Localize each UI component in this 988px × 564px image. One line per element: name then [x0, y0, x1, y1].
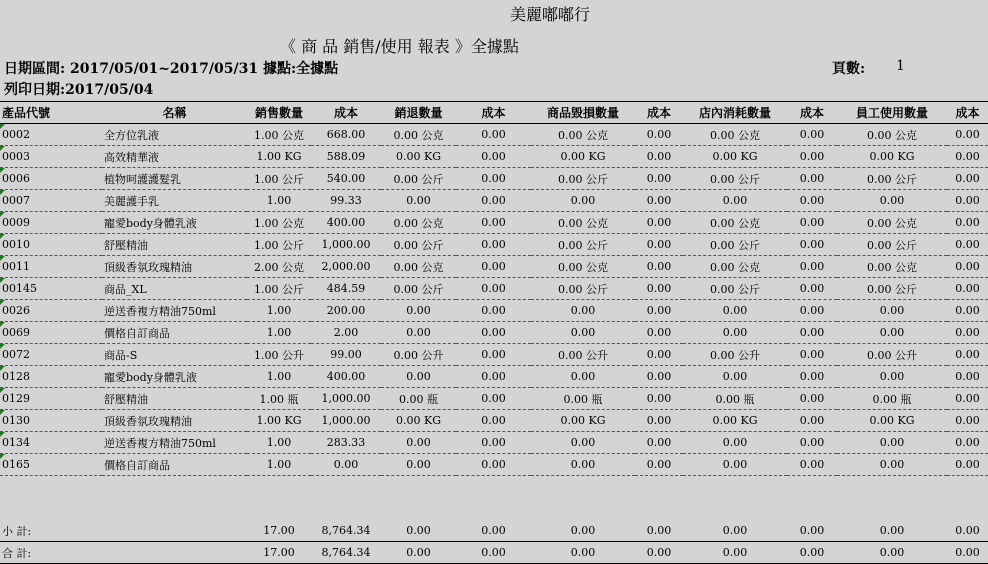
column-header[interactable]: 成本 [456, 102, 531, 124]
table-row[interactable] [0, 454, 988, 476]
table-cell[interactable]: 0.00 公斤 [531, 234, 635, 256]
table-cell[interactable]: 1.00 公斤 [247, 234, 311, 256]
table-cell[interactable]: 商品-S [102, 344, 247, 366]
table-cell[interactable]: 0.00 [947, 190, 988, 212]
table-cell[interactable]: 0.00 [787, 124, 837, 146]
shop-name: 美麗嘟嘟行 [509, 5, 590, 24]
table-cell[interactable]: 0.00 KG [381, 146, 456, 168]
table-cell[interactable]: 0.00 公斤 [837, 278, 947, 300]
table-cell[interactable]: 0.00 [683, 366, 787, 388]
table-cell[interactable]: 668.00 [311, 124, 381, 146]
table-cell[interactable]: 0.00 [837, 190, 947, 212]
table-cell[interactable]: 0.00 公克 [381, 256, 456, 278]
table-cell[interactable]: 0.00 [456, 146, 531, 168]
table-cell[interactable]: 0.00 [456, 190, 531, 212]
empty-cell[interactable] [947, 498, 988, 520]
table-cell[interactable]: 0006 [0, 168, 102, 190]
table-cell[interactable]: 0.00 [456, 124, 531, 146]
table-cell[interactable]: 0.00 [635, 388, 683, 410]
table-cell[interactable]: 0.00 [635, 432, 683, 454]
table-row[interactable] [0, 256, 988, 278]
table-cell[interactable]: 0.00 [456, 542, 531, 564]
table-cell[interactable]: 0.00 [683, 300, 787, 322]
table-cell[interactable]: 1.00 公斤 [247, 168, 311, 190]
table-cell[interactable]: 0.00 [456, 278, 531, 300]
page-number: 1 [896, 58, 905, 74]
table-cell[interactable]: 0.00 公克 [381, 124, 456, 146]
table-cell[interactable]: 0.00 [947, 300, 988, 322]
table-cell[interactable]: 0.00 公斤 [683, 168, 787, 190]
table-cell[interactable]: 0.00 [456, 212, 531, 234]
total-row[interactable] [0, 542, 988, 564]
table-cell[interactable]: 0.00 公斤 [837, 234, 947, 256]
table-cell[interactable]: 0.00 [947, 366, 988, 388]
table-cell[interactable]: 0.00 [787, 190, 837, 212]
table-cell[interactable]: 0.00 [837, 432, 947, 454]
subtotal-row[interactable] [0, 520, 988, 542]
table-cell[interactable]: 0.00 [456, 520, 531, 542]
table-cell[interactable]: 0011 [0, 256, 102, 278]
table-cell[interactable]: 美麗護手乳 [102, 190, 247, 212]
empty-cell[interactable] [381, 498, 456, 520]
table-cell[interactable]: 0.00 [531, 190, 635, 212]
table-cell[interactable]: 1.00 公升 [247, 344, 311, 366]
table-cell[interactable]: 0.00 公斤 [381, 278, 456, 300]
table-cell[interactable]: 8,764.34 [311, 542, 381, 564]
table-cell[interactable]: 0.00 公克 [531, 212, 635, 234]
table-cell[interactable]: 0.00 [635, 366, 683, 388]
table-cell[interactable]: 0.00 [683, 454, 787, 476]
empty-cell[interactable] [102, 498, 247, 520]
table-cell[interactable]: 0.00 公斤 [683, 278, 787, 300]
print-date: 列印日期:2017/05/04 [4, 82, 154, 98]
blank-row [0, 498, 988, 520]
table-cell[interactable]: 0.00 [531, 520, 635, 542]
table-cell[interactable]: 0.00 KG [837, 146, 947, 168]
table-cell[interactable]: 1.00 [247, 432, 311, 454]
table-cell[interactable]: 0.00 [787, 344, 837, 366]
table-cell[interactable]: 0.00 [947, 520, 988, 542]
table-cell[interactable]: 0.00 [456, 234, 531, 256]
table-cell[interactable]: 0129 [0, 388, 102, 410]
table-cell[interactable]: 0.00 [787, 542, 837, 564]
table-cell[interactable]: 0.00 KG [381, 410, 456, 432]
table-cell[interactable]: 200.00 [311, 300, 381, 322]
table-cell[interactable]: 0.00 [947, 542, 988, 564]
table-cell[interactable]: 0.00 公克 [837, 212, 947, 234]
table-cell[interactable]: 商品_XL [102, 278, 247, 300]
table-cell[interactable]: 0.00 [837, 300, 947, 322]
table-cell[interactable]: 1.00 [247, 300, 311, 322]
column-header[interactable]: 商品毀損數量 [531, 102, 635, 124]
table-cell[interactable]: 540.00 [311, 168, 381, 190]
table-cell[interactable]: 0.00 [787, 212, 837, 234]
table-cell[interactable]: 0.00 [381, 322, 456, 344]
table-cell[interactable]: 0.00 KG [837, 410, 947, 432]
table-row[interactable] [0, 124, 988, 146]
table-cell[interactable]: 0.00 [635, 300, 683, 322]
table-cell[interactable]: 0.00 [531, 322, 635, 344]
table-cell[interactable]: 1.00 公克 [247, 124, 311, 146]
table-cell[interactable]: 0130 [0, 410, 102, 432]
table-cell[interactable]: 0.00 [311, 454, 381, 476]
empty-cell[interactable] [837, 476, 947, 498]
table-cell[interactable]: 1.00 瓶 [247, 388, 311, 410]
table-cell[interactable]: 0.00 [635, 124, 683, 146]
table-cell[interactable]: 0.00 [787, 388, 837, 410]
table-cell[interactable]: 0.00 [787, 432, 837, 454]
table-cell[interactable]: 0.00 公斤 [381, 234, 456, 256]
table-cell[interactable]: 0.00 瓶 [381, 388, 456, 410]
table-cell[interactable]: 0.00 [787, 520, 837, 542]
table-cell[interactable]: 0.00 [837, 520, 947, 542]
table-cell[interactable]: 0.00 [635, 278, 683, 300]
table-cell[interactable]: 植物呵護護髮乳 [102, 168, 247, 190]
table-cell[interactable]: 0007 [0, 190, 102, 212]
table-row[interactable] [0, 432, 988, 454]
table-cell[interactable]: 0.00 公克 [837, 124, 947, 146]
table-cell[interactable]: 0.00 [787, 410, 837, 432]
table-cell[interactable]: 2,000.00 [311, 256, 381, 278]
table-cell[interactable]: 逆送香複方精油750ml [102, 432, 247, 454]
table-row[interactable] [0, 278, 988, 300]
table-cell[interactable]: 0.00 [456, 388, 531, 410]
table-cell[interactable]: 0.00 [531, 542, 635, 564]
table-cell[interactable]: 0.00 公克 [683, 212, 787, 234]
table-cell[interactable]: 0.00 [947, 432, 988, 454]
table-cell[interactable]: 0.00 [837, 454, 947, 476]
empty-cell[interactable] [0, 498, 102, 520]
table-cell[interactable]: 1.00 KG [247, 146, 311, 168]
table-row[interactable] [0, 410, 988, 432]
table-cell[interactable]: 0.00 [635, 344, 683, 366]
empty-cell[interactable] [531, 476, 635, 498]
table-cell[interactable]: 1.00 [247, 190, 311, 212]
empty-cell[interactable] [311, 476, 381, 498]
table-cell[interactable]: 99.33 [311, 190, 381, 212]
table-cell[interactable]: 合 計: [0, 542, 102, 564]
empty-cell[interactable] [635, 476, 683, 498]
report-title: 《 商 品 銷售/使用 報表 》全據點 [280, 37, 519, 56]
table-cell[interactable]: 頂級香氛玫瑰精油 [102, 410, 247, 432]
table-cell[interactable]: 0.00 [635, 168, 683, 190]
empty-cell[interactable] [456, 476, 531, 498]
table-cell[interactable]: 0.00 公克 [531, 124, 635, 146]
table-cell[interactable]: 0.00 公克 [683, 256, 787, 278]
table-cell[interactable]: 17.00 [247, 542, 311, 564]
table-cell[interactable]: 0.00 公升 [531, 344, 635, 366]
column-header[interactable]: 店內消耗數量 [683, 102, 787, 124]
table-cell[interactable]: 0.00 [947, 278, 988, 300]
table-cell[interactable]: 0.00 [787, 366, 837, 388]
empty-cell[interactable] [311, 498, 381, 520]
table-cell[interactable]: 0.00 [947, 168, 988, 190]
table-cell[interactable]: 0.00 [381, 520, 456, 542]
table-cell[interactable]: 0.00 [381, 542, 456, 564]
table-cell[interactable]: 0.00 [947, 388, 988, 410]
table-cell[interactable]: 0.00 [787, 322, 837, 344]
table-cell[interactable]: 小 計: [0, 520, 102, 542]
table-cell[interactable]: 寵愛body身體乳液 [102, 212, 247, 234]
table-cell[interactable]: 0009 [0, 212, 102, 234]
column-header[interactable]: 銷退數量 [381, 102, 456, 124]
table-row[interactable] [0, 300, 988, 322]
page-label: 頁數: [832, 61, 866, 77]
column-header[interactable]: 員工使用數量 [837, 102, 947, 124]
table-cell[interactable]: 1.00 [247, 366, 311, 388]
blank-row [0, 476, 988, 498]
table-cell[interactable]: 0.00 [381, 432, 456, 454]
date-range: 日期區間: 2017/05/01~2017/05/31 據點:全據點 [4, 61, 339, 77]
table-cell[interactable]: 0.00 [635, 146, 683, 168]
table-cell[interactable]: 0.00 [947, 344, 988, 366]
table-cell[interactable]: 0026 [0, 300, 102, 322]
table-cell[interactable]: 0.00 [787, 168, 837, 190]
table-cell[interactable]: 8,764.34 [311, 520, 381, 542]
table-cell[interactable]: 0.00 [683, 432, 787, 454]
table-cell[interactable]: 0.00 [683, 322, 787, 344]
table-cell[interactable]: 0.00 瓶 [683, 388, 787, 410]
table-cell[interactable]: 0.00 [635, 190, 683, 212]
table-cell[interactable]: 0.00 [456, 256, 531, 278]
table-cell[interactable]: 1.00 [247, 322, 311, 344]
table-cell[interactable]: 0.00 KG [531, 410, 635, 432]
empty-cell[interactable] [683, 476, 787, 498]
table-cell[interactable]: 高效精華液 [102, 146, 247, 168]
table-cell[interactable]: 2.00 [311, 322, 381, 344]
table-cell[interactable]: 0.00 [381, 454, 456, 476]
table-cell[interactable]: 0.00 [531, 432, 635, 454]
table-cell[interactable]: 0.00 [635, 410, 683, 432]
empty-cell[interactable] [635, 498, 683, 520]
table-cell[interactable]: 99.00 [311, 344, 381, 366]
table-cell[interactable]: 0.00 公斤 [837, 168, 947, 190]
table-cell[interactable]: 0.00 [683, 190, 787, 212]
table-cell[interactable]: 0.00 [456, 300, 531, 322]
table-cell[interactable] [102, 520, 247, 542]
table-cell[interactable]: 0.00 公克 [531, 256, 635, 278]
table-cell[interactable]: 0.00 [683, 520, 787, 542]
table-cell[interactable]: 1.00 [247, 454, 311, 476]
table-cell[interactable]: 舒壓精油 [102, 234, 247, 256]
empty-cell[interactable] [787, 498, 837, 520]
table-cell[interactable] [102, 542, 247, 564]
table-cell[interactable]: 0.00 [456, 366, 531, 388]
table-cell[interactable]: 1.00 公斤 [247, 278, 311, 300]
table-cell[interactable]: 0.00 [787, 454, 837, 476]
table-cell[interactable]: 400.00 [311, 212, 381, 234]
column-header[interactable]: 成本 [311, 102, 381, 124]
table-row[interactable] [0, 234, 988, 256]
table-row[interactable] [0, 366, 988, 388]
table-cell[interactable]: 0.00 公克 [381, 212, 456, 234]
table-cell[interactable]: 0.00 公克 [837, 256, 947, 278]
report-table [0, 101, 988, 564]
table-cell[interactable]: 0.00 瓶 [531, 388, 635, 410]
table-cell[interactable]: 0.00 [947, 322, 988, 344]
table-cell[interactable]: 0.00 公升 [837, 344, 947, 366]
empty-cell[interactable] [247, 476, 311, 498]
empty-cell[interactable] [247, 498, 311, 520]
table-cell[interactable]: 0.00 [531, 366, 635, 388]
table-cell[interactable]: 0.00 [787, 146, 837, 168]
empty-cell[interactable] [947, 476, 988, 498]
column-header[interactable]: 名稱 [102, 102, 247, 124]
table-cell[interactable]: 0.00 [456, 322, 531, 344]
table-cell[interactable]: 0.00 公升 [683, 344, 787, 366]
column-header[interactable]: 銷售數量 [247, 102, 311, 124]
table-cell[interactable]: 全方位乳液 [102, 124, 247, 146]
table-cell[interactable]: 0128 [0, 366, 102, 388]
empty-cell[interactable] [787, 476, 837, 498]
table-cell[interactable]: 0.00 [635, 234, 683, 256]
table-cell[interactable]: 484.59 [311, 278, 381, 300]
table-cell[interactable]: 0.00 KG [683, 146, 787, 168]
table-row[interactable] [0, 168, 988, 190]
table-row[interactable] [0, 212, 988, 234]
table-cell[interactable]: 1,000.00 [311, 410, 381, 432]
table-cell[interactable]: 1.00 KG [247, 410, 311, 432]
table-cell[interactable]: 0.00 [683, 542, 787, 564]
table-cell[interactable]: 283.33 [311, 432, 381, 454]
table-cell[interactable]: 0.00 公斤 [683, 234, 787, 256]
table-cell[interactable]: 0.00 KG [531, 146, 635, 168]
table-cell[interactable]: 0072 [0, 344, 102, 366]
empty-cell[interactable] [102, 476, 247, 498]
column-header[interactable]: 成本 [947, 102, 988, 124]
table-cell[interactable]: 舒壓精油 [102, 388, 247, 410]
table-cell[interactable]: 1,000.00 [311, 388, 381, 410]
empty-cell[interactable] [837, 498, 947, 520]
table-cell[interactable]: 0.00 瓶 [837, 388, 947, 410]
table-cell[interactable]: 價格自訂商品 [102, 322, 247, 344]
table-cell[interactable]: 0.00 [947, 146, 988, 168]
table-cell[interactable]: 0134 [0, 432, 102, 454]
table-cell[interactable]: 0.00 [837, 322, 947, 344]
table-cell[interactable]: 0.00 [947, 234, 988, 256]
table-cell[interactable]: 400.00 [311, 366, 381, 388]
table-cell[interactable]: 0.00 [787, 278, 837, 300]
empty-cell[interactable] [0, 476, 102, 498]
table-cell[interactable]: 寵愛body身體乳液 [102, 366, 247, 388]
table-cell[interactable]: 0.00 公斤 [381, 168, 456, 190]
table-cell[interactable]: 頂級香氛玫瑰精油 [102, 256, 247, 278]
table-cell[interactable]: 0002 [0, 124, 102, 146]
table-cell[interactable]: 0.00 [947, 256, 988, 278]
table-cell[interactable]: 0.00 [635, 542, 683, 564]
table-cell[interactable]: 0.00 KG [683, 410, 787, 432]
table-cell[interactable]: 0.00 公克 [683, 124, 787, 146]
table-cell[interactable]: 0.00 [947, 454, 988, 476]
empty-cell[interactable] [381, 476, 456, 498]
table-cell[interactable]: 0.00 [787, 256, 837, 278]
table-cell[interactable]: 逆送香複方精油750ml [102, 300, 247, 322]
table-cell[interactable]: 0.00 [456, 344, 531, 366]
table-cell[interactable]: 0.00 [787, 300, 837, 322]
table-cell[interactable]: 0.00 [456, 168, 531, 190]
empty-cell[interactable] [683, 498, 787, 520]
table-cell[interactable]: 0.00 [531, 454, 635, 476]
table-cell[interactable]: 1,000.00 [311, 234, 381, 256]
table-cell[interactable]: 0.00 [531, 300, 635, 322]
table-cell[interactable]: 0165 [0, 454, 102, 476]
table-cell[interactable]: 0010 [0, 234, 102, 256]
table-cell[interactable]: 0.00 [456, 410, 531, 432]
table-cell[interactable]: 0.00 [456, 454, 531, 476]
table-row[interactable] [0, 322, 988, 344]
table-cell[interactable]: 0.00 公升 [381, 344, 456, 366]
table-cell[interactable]: 0.00 [947, 212, 988, 234]
table-row[interactable] [0, 344, 988, 366]
table-cell[interactable]: 0.00 [381, 190, 456, 212]
table-row[interactable] [0, 388, 988, 410]
table-cell[interactable]: 588.09 [311, 146, 381, 168]
table-cell[interactable]: 0.00 [635, 454, 683, 476]
table-cell[interactable]: 0.00 [837, 542, 947, 564]
table-cell[interactable]: 0.00 公斤 [531, 278, 635, 300]
table-cell[interactable]: 0.00 [635, 322, 683, 344]
column-header[interactable]: 成本 [787, 102, 837, 124]
table-cell[interactable]: 00145 [0, 278, 102, 300]
table-cell[interactable]: 0.00 [635, 212, 683, 234]
table-cell[interactable]: 0069 [0, 322, 102, 344]
column-header[interactable]: 產品代號 [0, 102, 102, 124]
table-cell[interactable]: 0.00 [635, 520, 683, 542]
table-cell[interactable]: 0.00 [947, 124, 988, 146]
table-cell[interactable]: 0.00 [947, 410, 988, 432]
table-header [0, 102, 988, 124]
table-cell[interactable]: 0.00 [837, 366, 947, 388]
column-header[interactable]: 成本 [635, 102, 683, 124]
table-cell[interactable]: 0.00 [456, 432, 531, 454]
table-cell[interactable]: 0.00 公斤 [531, 168, 635, 190]
table-cell[interactable]: 0003 [0, 146, 102, 168]
table-cell[interactable]: 0.00 [787, 234, 837, 256]
empty-cell[interactable] [456, 498, 531, 520]
table-row[interactable] [0, 190, 988, 212]
table-cell[interactable]: 17.00 [247, 520, 311, 542]
table-cell[interactable]: 0.00 [381, 366, 456, 388]
table-cell[interactable]: 0.00 [635, 256, 683, 278]
table-cell[interactable]: 2.00 公克 [247, 256, 311, 278]
table-cell[interactable]: 0.00 [381, 300, 456, 322]
table-cell[interactable]: 價格自訂商品 [102, 454, 247, 476]
table-cell[interactable]: 1.00 公克 [247, 212, 311, 234]
table-row[interactable] [0, 146, 988, 168]
empty-cell[interactable] [531, 498, 635, 520]
